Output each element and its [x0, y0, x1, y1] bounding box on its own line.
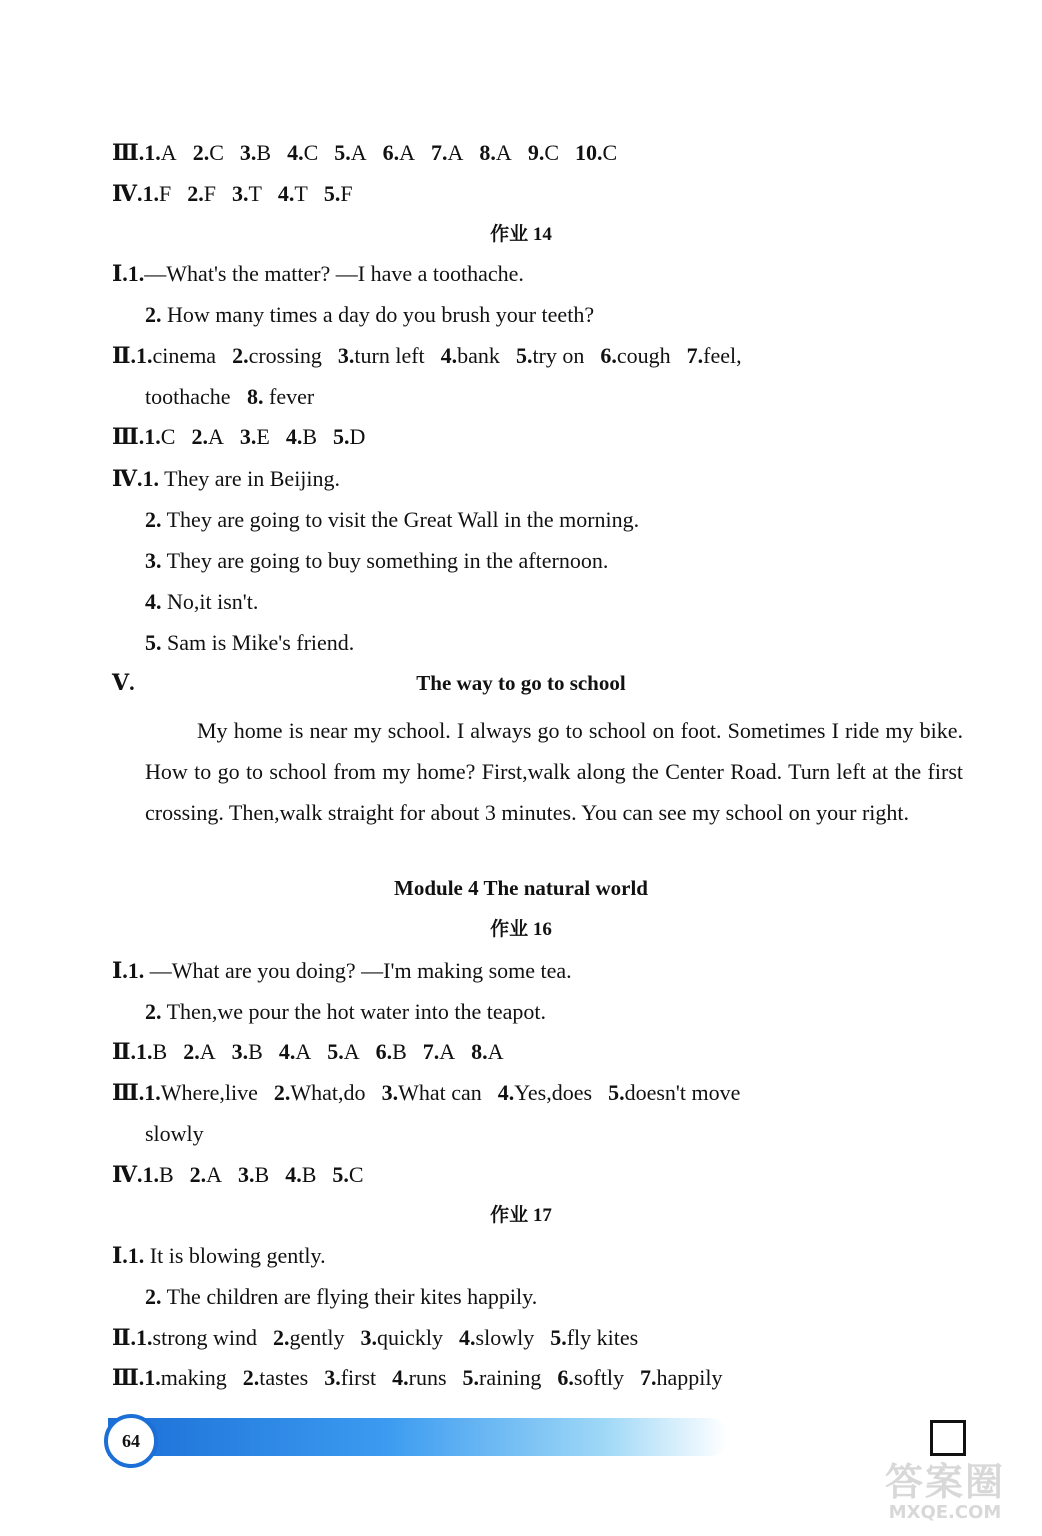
- hw17-III-line: Ⅲ.1.making 2.tastes 3.first 4.runs 5.raining 6.softly 7.happily: [112, 1365, 723, 1390]
- answer-item: [324, 1364, 376, 1392]
- hw17-I-line1: Ⅰ.1. It is blowing gently.: [112, 1243, 326, 1268]
- answer-text: quickly: [377, 1325, 444, 1350]
- answer-text: E: [256, 424, 270, 449]
- module-title: Module 4 The natural world: [394, 876, 648, 900]
- answer-number: 7.: [686, 343, 704, 368]
- answer-text: A: [207, 424, 224, 449]
- hw16-I-line1: Ⅰ.1. —What are you doing? —I'm making some tea.: [112, 958, 572, 983]
- answer-number: 3.: [239, 140, 257, 165]
- hw14-III-line: Ⅲ.1.C 2.A 3.E 4.B 5.D: [112, 424, 366, 449]
- answer-text: strong wind: [152, 1325, 258, 1350]
- answer-item: [423, 1038, 455, 1066]
- answer-text: C: [160, 424, 176, 449]
- answer-number: 1.: [142, 1162, 159, 1187]
- answer-number: 3.: [231, 181, 249, 206]
- answer-number: 7.: [422, 1039, 440, 1064]
- answer-text: cinema: [152, 343, 217, 368]
- answer-item: [187, 180, 216, 208]
- hw14-V-label: Ⅴ.: [112, 670, 135, 695]
- answer-item: [279, 1038, 311, 1066]
- answer-item: [687, 342, 742, 370]
- checkbox-square: [930, 1420, 966, 1456]
- hw17-II-line: Ⅱ.1.strong wind 2.gently 3.quickly 4.slowly 5.fly kites: [112, 1325, 639, 1350]
- answer-text: feel,: [703, 343, 742, 368]
- answer-text: A: [487, 1039, 504, 1064]
- answer-number: 6.: [375, 1039, 393, 1064]
- hw16-II-line: Ⅱ.1.B 2.A 3.B 4.A 5.A 6.B 7.A 8.A: [112, 1039, 504, 1064]
- answer-list: [136, 1325, 638, 1350]
- hw14-IV-line5: 5. Sam is Mike's friend.: [145, 630, 355, 655]
- hw14-II-cont: toothache 8. fever: [145, 384, 315, 409]
- hw17-I-line2: 2. The children are flying their kites happily.: [145, 1284, 538, 1309]
- answer-number: 5.: [323, 181, 341, 206]
- answer-text: try on: [532, 343, 585, 368]
- essay-title: The way to go to school: [416, 671, 626, 695]
- answer-text: turn left: [354, 343, 425, 368]
- answer-text: first: [340, 1365, 377, 1390]
- answer-item: [608, 1079, 740, 1107]
- answer-number: 8.: [479, 140, 496, 165]
- answer-text: F: [340, 181, 353, 206]
- answer-number: 1.: [136, 343, 153, 368]
- answer-number: 4.: [287, 140, 304, 165]
- answer-number: 9.: [527, 140, 545, 165]
- answer-item: [392, 1364, 446, 1392]
- answer-text: C: [602, 140, 618, 165]
- answer-item: [575, 139, 617, 167]
- answer-item: [286, 423, 317, 451]
- answer-item: [459, 1324, 534, 1352]
- answer-list: [144, 1365, 722, 1390]
- answer-number: 4.: [277, 181, 295, 206]
- answer-item: [528, 139, 559, 167]
- hw14-IV-line3: 3. They are going to buy something in the afternoon.: [145, 548, 609, 573]
- hw16-III-line: Ⅲ.1.Where,live 2.What,do 3.What can 4.Yes,does 5.doesn't move: [112, 1080, 741, 1105]
- answer-item: [334, 139, 366, 167]
- answer-item: [285, 1161, 316, 1189]
- answer-list: [142, 181, 352, 206]
- answer-list: [144, 140, 617, 165]
- answer-item: [338, 342, 425, 370]
- answer-text: making: [160, 1365, 227, 1390]
- answer-item: [136, 342, 216, 370]
- answer-text: bank: [457, 343, 500, 368]
- answer-item: [232, 1038, 263, 1066]
- answer-number: 3.: [360, 1325, 378, 1350]
- hw16-IV-line: Ⅳ.1.B 2.A 3.B 4.B 5.C: [112, 1162, 364, 1187]
- essay-body: My home is near my school. I always go to school on foot. Sometimes I ride my bike. How to go to school from my home? First,walk along the Center Road. Turn left at the first crossing. Then,walk straight for about 3 minutes. You can see my school on your right.: [145, 718, 963, 825]
- answer-text: crossing: [248, 343, 322, 368]
- answer-item: [471, 1038, 503, 1066]
- answer-number: 2.: [232, 343, 249, 368]
- answer-number: 1.: [136, 1325, 153, 1350]
- answer-item: [243, 1364, 308, 1392]
- answer-number: 5.: [332, 1162, 349, 1187]
- answer-item: [183, 1038, 215, 1066]
- answer-text: C: [544, 140, 559, 165]
- answer-item: [383, 139, 415, 167]
- hw14-I-line2: 2. How many times a day do you brush your teeth?: [145, 302, 595, 327]
- answer-text: B: [248, 1039, 263, 1064]
- answer-number: 3.: [381, 1080, 399, 1105]
- answer-text: slowly: [475, 1325, 535, 1350]
- answer-number: 3.: [231, 1039, 249, 1064]
- answer-text: C: [348, 1162, 364, 1187]
- answer-item: [332, 1161, 363, 1189]
- answer-text: A: [399, 140, 416, 165]
- hw14-title: 作业 14: [490, 224, 552, 245]
- answer-item: [144, 1364, 227, 1392]
- answer-text: A: [439, 1039, 456, 1064]
- answer-item: [273, 1324, 345, 1352]
- answer-number: 5.: [327, 1039, 344, 1064]
- answer-item: [274, 1079, 366, 1107]
- answer-number: 4.: [392, 1365, 409, 1390]
- answer-text: A: [206, 1162, 223, 1187]
- answer-text: B: [152, 1039, 168, 1064]
- answer-number: 5.: [515, 343, 533, 368]
- answer-number: 4.: [440, 343, 458, 368]
- answer-text: Where,live: [160, 1080, 258, 1105]
- answer-number: 2.: [187, 181, 204, 206]
- answer-text: C: [209, 140, 224, 165]
- answer-number: 10.: [575, 140, 603, 165]
- answer-text: F: [158, 181, 172, 206]
- answer-number: 1.: [144, 424, 161, 449]
- answer-item: [382, 1079, 482, 1107]
- hw16-III-cont: slowly: [145, 1121, 204, 1146]
- answer-item: [441, 342, 500, 370]
- answer-item: [376, 1038, 407, 1066]
- answer-number: 1.: [144, 140, 161, 165]
- answer-list: [144, 424, 365, 449]
- answer-number: 5.: [608, 1080, 625, 1105]
- answer-text: B: [158, 1162, 174, 1187]
- answer-number: 4.: [285, 1162, 302, 1187]
- answer-item: [240, 139, 271, 167]
- answer-text: B: [256, 140, 272, 165]
- hw14-II-line: Ⅱ.1.cinema 2.crossing 3.turn left 4.bank 5.try on 6.cough 7.feel,: [112, 343, 742, 368]
- answer-text: B: [301, 1162, 317, 1187]
- answer-text: fly kites: [566, 1325, 639, 1350]
- answer-number: 4.: [278, 1039, 296, 1064]
- answer-item: [191, 423, 223, 451]
- answer-number: 4.: [285, 424, 303, 449]
- answer-item: [498, 1079, 592, 1107]
- answer-number: 2.: [192, 140, 210, 165]
- answer-number: 3.: [239, 424, 257, 449]
- answer-number: 1.: [142, 181, 159, 206]
- answer-item: [600, 342, 670, 370]
- answer-item: [232, 180, 262, 208]
- answer-number: 2.: [242, 1365, 260, 1390]
- answer-list: [136, 1039, 504, 1064]
- answer-text: Yes,does: [514, 1080, 593, 1105]
- hw13-III-line: Ⅲ.1.A 2.C 3.B 4.C 5.A 6.A 7.A 8.A 9.C 10.C: [112, 140, 618, 165]
- answer-text: A: [295, 1039, 312, 1064]
- answer-item: [232, 342, 322, 370]
- hw16-title: 作业 16: [490, 919, 552, 940]
- answer-number: 5.: [550, 1325, 567, 1350]
- answer-number: 2.: [189, 1162, 207, 1187]
- answer-text: happily: [656, 1365, 723, 1390]
- answer-number: 2.: [183, 1039, 200, 1064]
- answer-text: T: [248, 181, 262, 206]
- answer-item: [463, 1364, 542, 1392]
- answer-text: A: [447, 140, 464, 165]
- answer-text: D: [349, 424, 366, 449]
- answer-number: 6.: [382, 140, 400, 165]
- answer-number: 1.: [144, 1080, 161, 1105]
- hw14-IV-line4: 4. No,it isn't.: [145, 589, 259, 614]
- answer-text: A: [350, 140, 367, 165]
- hw14-IV-line2: 2. They are going to visit the Great Wall in the morning.: [145, 507, 640, 532]
- answer-item: [144, 139, 176, 167]
- answer-item: [361, 1324, 444, 1352]
- answer-item: [327, 1038, 359, 1066]
- answer-number: 1.: [136, 1039, 153, 1064]
- answer-text: A: [343, 1039, 360, 1064]
- answer-text: raining: [479, 1365, 542, 1390]
- answer-number: 1.: [144, 1365, 161, 1390]
- answer-number: 5.: [334, 140, 351, 165]
- answer-text: B: [302, 424, 318, 449]
- answer-number: 2.: [273, 1080, 291, 1105]
- answer-number: 6.: [557, 1365, 574, 1390]
- answer-item: [144, 1079, 258, 1107]
- hw17-title: 作业 17: [490, 1205, 552, 1226]
- answer-text: T: [294, 181, 308, 206]
- answer-list: [142, 1162, 363, 1187]
- answer-item: [278, 180, 308, 208]
- answer-number: 3.: [324, 1365, 341, 1390]
- answer-item: [136, 1038, 167, 1066]
- answer-text: A: [495, 140, 512, 165]
- page-number: 64: [104, 1414, 158, 1468]
- answer-list: [136, 343, 742, 368]
- hw14-I-line1: Ⅰ.1.—What's the matter? —I have a toothache.: [112, 261, 524, 286]
- watermark-logo: 答案圈 MXQE.COM: [884, 1460, 1005, 1523]
- answer-item: [550, 1324, 638, 1352]
- answer-item: [324, 180, 353, 208]
- answer-item: [142, 1161, 173, 1189]
- answer-number: 5.: [462, 1365, 480, 1390]
- answer-item: [136, 1324, 257, 1352]
- answer-text: doesn't move: [624, 1080, 741, 1105]
- answer-item: [640, 1364, 723, 1392]
- answer-number: 2.: [273, 1325, 290, 1350]
- answer-item: [142, 180, 171, 208]
- answer-item: [333, 423, 365, 451]
- answer-item: [144, 423, 175, 451]
- answer-number: 4.: [459, 1325, 476, 1350]
- answer-number: 3.: [238, 1162, 255, 1187]
- answer-text: B: [254, 1162, 270, 1187]
- answer-item: [193, 139, 224, 167]
- answer-text: F: [203, 181, 216, 206]
- answer-number: 7.: [639, 1365, 657, 1390]
- answer-text: softly: [573, 1365, 624, 1390]
- answer-item: [479, 139, 511, 167]
- answer-text: A: [160, 140, 177, 165]
- hw13-IV-line: Ⅳ.1.F 2.F 3.T 4.T 5.F: [112, 181, 353, 206]
- answer-text: What can: [398, 1080, 482, 1105]
- answer-list: [144, 1080, 740, 1105]
- answer-text: B: [392, 1039, 407, 1064]
- answer-number: 5.: [333, 424, 350, 449]
- answer-item: [557, 1364, 624, 1392]
- answer-text: tastes: [259, 1365, 309, 1390]
- answer-item: [431, 139, 463, 167]
- hw16-I-line2: 2. Then,we pour the hot water into the teapot.: [145, 999, 546, 1024]
- answer-number: 4.: [497, 1080, 515, 1105]
- footer-decor-bar: [108, 1418, 728, 1456]
- answer-text: A: [199, 1039, 216, 1064]
- answer-item: [240, 423, 270, 451]
- answer-number: 6.: [600, 343, 617, 368]
- answer-item: [287, 139, 318, 167]
- answer-text: C: [303, 140, 319, 165]
- answer-number: 3.: [337, 343, 355, 368]
- answer-text: What,do: [290, 1080, 366, 1105]
- answer-number: 2.: [191, 424, 208, 449]
- answer-number: 7.: [431, 140, 448, 165]
- answer-text: cough: [616, 343, 671, 368]
- answer-text: runs: [408, 1365, 447, 1390]
- answer-item: [190, 1161, 222, 1189]
- answer-item: [516, 342, 584, 370]
- answer-text: gently: [289, 1325, 345, 1350]
- hw14-IV-line1: Ⅳ.1. They are in Beijing.: [112, 466, 341, 491]
- answer-item: [238, 1161, 269, 1189]
- answer-number: 8.: [471, 1039, 488, 1064]
